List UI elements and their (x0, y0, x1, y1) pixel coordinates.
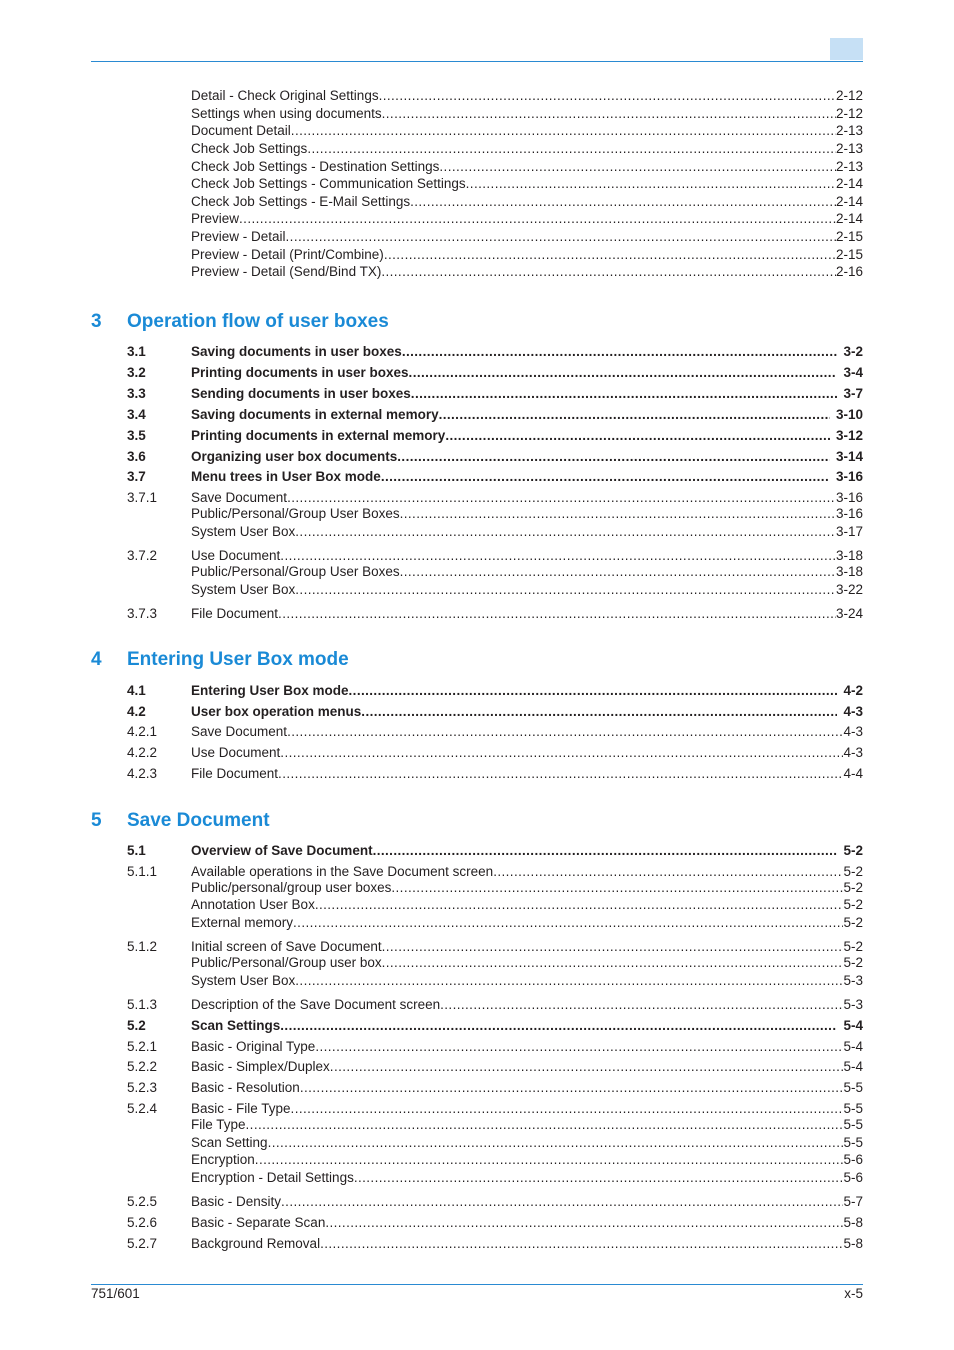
toc-title: Basic - Original Type (191, 1039, 316, 1054)
dot-leader (354, 1169, 844, 1186)
toc-title: Save Document (191, 490, 288, 505)
toc-number: 4.1 (127, 683, 146, 698)
toc-section[interactable] (127, 468, 863, 485)
toc-title: System User Box (191, 524, 296, 539)
toc-page: 3-14 (835, 449, 863, 464)
dot-leader (281, 1193, 843, 1210)
dot-leader (373, 842, 838, 859)
chapter-title: Operation flow of user boxes (127, 311, 389, 332)
dot-leader (330, 1058, 844, 1075)
toc-subentry[interactable] (127, 246, 863, 263)
toc-title: System User Box (191, 582, 296, 597)
toc-section[interactable] (127, 842, 863, 859)
toc-page: 2-15 (835, 229, 863, 244)
toc-title: Description of the Save Document screen (191, 997, 441, 1012)
toc-page: 5-2 (843, 955, 863, 970)
chapter-title: Save Document (127, 810, 270, 831)
toc-page: 5-4 (843, 1059, 863, 1074)
dot-leader (280, 1017, 837, 1034)
dot-leader (400, 505, 836, 522)
footer-page-number: x-5 (844, 1286, 863, 1301)
toc-page: 2-14 (835, 194, 863, 209)
toc-title: File Document (191, 766, 279, 781)
toc-title: Basic - Separate Scan (191, 1215, 326, 1230)
toc-subentry[interactable] (127, 1116, 863, 1133)
chapter-title: Entering User Box mode (127, 649, 349, 670)
toc-entry[interactable] (127, 765, 863, 782)
toc-subentry[interactable] (127, 879, 863, 896)
toc-section[interactable] (127, 682, 863, 699)
dot-leader (402, 343, 838, 360)
toc-number: 5.2.7 (127, 1236, 158, 1251)
toc-title: Entering User Box mode (191, 683, 349, 698)
toc-subentry[interactable] (127, 523, 863, 540)
chapter-number: 4 (91, 649, 102, 670)
toc-page: 4-3 (843, 724, 863, 739)
toc-number: 3.1 (127, 344, 146, 359)
toc-number: 3.5 (127, 428, 146, 443)
toc-entry[interactable] (127, 489, 863, 506)
dot-leader (382, 105, 836, 122)
toc-title: Annotation User Box (191, 897, 315, 912)
toc-title: Save Document (191, 724, 288, 739)
toc-title: Basic - Simplex/Duplex (191, 1059, 330, 1074)
toc-title: Check Job Settings - E-Mail Settings (191, 194, 411, 209)
toc-page: 5-6 (843, 1152, 863, 1167)
toc-title: Check Job Settings - Communication Settings (191, 176, 466, 191)
toc-page: 3-17 (835, 524, 863, 539)
toc-subentry[interactable] (127, 1134, 863, 1151)
toc-title: Printing documents in external memory (191, 428, 446, 443)
dot-leader (409, 364, 838, 381)
toc-title: Check Job Settings (191, 141, 308, 156)
toc-title: Basic - Density (191, 1194, 282, 1209)
toc-entry[interactable] (127, 1100, 863, 1117)
toc-title: Public/personal/group user boxes (191, 880, 392, 895)
toc-number: 4.2.3 (127, 766, 158, 781)
toc-page: 5-3 (843, 997, 863, 1012)
toc-page: 5-4 (843, 1018, 863, 1033)
toc-title: Preview - Detail (191, 229, 286, 244)
dot-leader (280, 744, 843, 761)
dot-leader (439, 406, 830, 423)
dot-leader (384, 246, 836, 263)
toc-number: 5.2.6 (127, 1215, 158, 1230)
toc-entry[interactable] (127, 547, 863, 564)
dot-leader (307, 140, 836, 157)
dot-leader (397, 448, 830, 465)
toc-page: 3-7 (843, 386, 863, 401)
toc-subentry[interactable] (127, 954, 863, 971)
toc-page: 5-2 (843, 939, 863, 954)
dot-leader (300, 1079, 844, 1096)
toc-title: Scan Setting (191, 1135, 268, 1150)
toc-title: Use Document (191, 548, 281, 563)
toc-subentry[interactable] (127, 122, 863, 139)
toc-title: Basic - Resolution (191, 1080, 300, 1095)
toc-page: 5-2 (843, 915, 863, 930)
dot-leader (287, 489, 836, 506)
toc-number: 5.2 (127, 1018, 146, 1033)
toc-section[interactable] (127, 343, 863, 360)
toc-entry[interactable] (127, 723, 863, 740)
toc-entry[interactable] (127, 744, 863, 761)
toc-page: 3-2 (843, 344, 863, 359)
toc-title: Public/Personal/Group User Boxes (191, 506, 400, 521)
toc-title: File Type (191, 1117, 246, 1132)
toc-page: 5-4 (843, 1039, 863, 1054)
toc-page: 3-16 (835, 506, 863, 521)
toc-number: 4.2.1 (127, 724, 158, 739)
dot-leader (286, 228, 836, 245)
dot-leader (381, 468, 830, 485)
toc-subentry[interactable] (127, 581, 863, 598)
chapter-heading[interactable] (91, 810, 863, 832)
dot-leader (291, 1100, 844, 1117)
toc-number: 5.2.3 (127, 1080, 158, 1095)
toc-page: 3-4 (843, 365, 863, 380)
dot-leader (493, 863, 843, 880)
toc-title: Available operations in the Save Document screen (191, 864, 494, 879)
toc-title: Check Job Settings - Destination Settings (191, 159, 440, 174)
dot-leader (410, 193, 836, 210)
toc-page: 5-2 (843, 843, 863, 858)
toc-section[interactable] (127, 1017, 863, 1034)
toc-number: 5.2.2 (127, 1059, 158, 1074)
dot-leader (381, 263, 836, 280)
chapter-heading[interactable] (91, 311, 863, 333)
toc-title: Use Document (191, 745, 281, 760)
toc-title: File Document (191, 606, 279, 621)
dot-leader (440, 996, 843, 1013)
toc-number: 3.4 (127, 407, 146, 422)
dot-leader (315, 896, 844, 913)
toc-number: 5.2.1 (127, 1039, 158, 1054)
toc-page: 3-18 (835, 548, 863, 563)
dot-leader (278, 605, 836, 622)
toc-number: 3.2 (127, 365, 146, 380)
toc-page: 4-4 (843, 766, 863, 781)
toc-title: Scan Settings (191, 1018, 281, 1033)
dot-leader (445, 427, 830, 444)
toc-title: Initial screen of Save Document (191, 939, 382, 954)
toc-number: 3.7.1 (127, 490, 158, 505)
toc-entry[interactable] (127, 938, 863, 955)
dot-leader (239, 210, 836, 227)
toc-page: 5-5 (843, 1135, 863, 1150)
toc-page: 3-24 (835, 606, 863, 621)
dot-leader (295, 581, 836, 598)
toc-page: 5-2 (843, 897, 863, 912)
toc-page: 2-16 (835, 264, 863, 279)
toc-page: 2-12 (835, 88, 863, 103)
toc-title: Overview of Save Document (191, 843, 373, 858)
footer-model: 751/601 (91, 1286, 140, 1301)
toc-title: Settings when using documents (191, 106, 382, 121)
dot-leader (293, 914, 843, 931)
toc-entry[interactable] (127, 1193, 863, 1210)
toc-title: Menu trees in User Box mode (191, 469, 381, 484)
toc-title: Public/Personal/Group User Boxes (191, 564, 400, 579)
toc-subentry[interactable] (127, 105, 863, 122)
toc-title: External memory (191, 915, 294, 930)
dot-leader (382, 954, 844, 971)
toc-section[interactable] (127, 703, 863, 720)
toc-entry[interactable] (127, 996, 863, 1013)
toc-page: 2-14 (835, 211, 863, 226)
toc-title: Preview (191, 211, 240, 226)
toc-number: 3.7.3 (127, 606, 158, 621)
toc-title: Saving documents in external memory (191, 407, 439, 422)
toc-title: Saving documents in user boxes (191, 344, 402, 359)
toc-subentry[interactable] (127, 263, 863, 280)
toc-title: Encryption - Detail Settings (191, 1170, 354, 1185)
toc-section[interactable] (127, 406, 863, 423)
toc-page: 3-18 (835, 564, 863, 579)
dot-leader (400, 563, 836, 580)
dot-leader (466, 175, 836, 192)
dot-leader (361, 703, 837, 720)
toc-number: 3.6 (127, 449, 146, 464)
toc-subentry[interactable] (127, 175, 863, 192)
toc-page: 2-15 (835, 247, 863, 262)
toc-number: 5.1 (127, 843, 146, 858)
toc-subentry[interactable] (127, 87, 863, 104)
footer-rule (91, 1284, 863, 1285)
toc-title: Preview - Detail (Print/Combine) (191, 247, 384, 262)
toc-page: 5-5 (843, 1117, 863, 1132)
toc-number: 3.7 (127, 469, 146, 484)
toc-subentry[interactable] (127, 193, 863, 210)
toc-entry[interactable] (127, 1038, 863, 1055)
dot-leader (439, 158, 836, 175)
dot-leader (295, 972, 843, 989)
toc-page: 3-10 (835, 407, 863, 422)
toc-subentry[interactable] (127, 505, 863, 522)
toc-page: 2-14 (835, 176, 863, 191)
chapter-number: 5 (91, 810, 102, 831)
toc-page: 4-3 (843, 704, 863, 719)
toc-page: 2-13 (835, 141, 863, 156)
toc-page: 2-12 (835, 106, 863, 121)
toc-subentry[interactable] (127, 210, 863, 227)
toc-section[interactable] (127, 385, 863, 402)
toc-page: 3-22 (835, 582, 863, 597)
toc-page: 5-5 (843, 1101, 863, 1116)
toc-subentry[interactable] (127, 1151, 863, 1168)
toc-entry[interactable] (127, 863, 863, 880)
toc-title: User box operation menus (191, 704, 362, 719)
toc-title: Organizing user box documents (191, 449, 398, 464)
toc-subentry[interactable] (127, 563, 863, 580)
dot-leader (295, 523, 836, 540)
toc-page: 4-2 (843, 683, 863, 698)
toc-entry[interactable] (127, 1235, 863, 1252)
toc-title: Preview - Detail (Send/Bind TX) (191, 264, 382, 279)
toc-subentry[interactable] (127, 972, 863, 989)
toc-page: 5-6 (843, 1170, 863, 1185)
toc-subentry[interactable] (127, 140, 863, 157)
toc-title: Basic - File Type (191, 1101, 291, 1116)
toc-page: 3-12 (835, 428, 863, 443)
toc-title: System User Box (191, 973, 296, 988)
toc-page: 5-8 (843, 1215, 863, 1230)
toc-title: Public/Personal/Group user box (191, 955, 382, 970)
toc-section[interactable] (127, 364, 863, 381)
dot-leader (382, 938, 844, 955)
dot-leader (280, 547, 836, 564)
toc-number: 5.2.4 (127, 1101, 158, 1116)
toc-title: Background Removal (191, 1236, 321, 1251)
chapter-heading[interactable] (91, 649, 863, 671)
toc-entry[interactable] (127, 1214, 863, 1231)
toc-entry[interactable] (127, 1079, 863, 1096)
toc-section[interactable] (127, 448, 863, 465)
toc-page: 5-5 (843, 1080, 863, 1095)
toc-number: 4.2 (127, 704, 146, 719)
toc-page: 5-2 (843, 864, 863, 879)
toc-title: Encryption (191, 1152, 255, 1167)
toc-page: 3-16 (835, 490, 863, 505)
dot-leader (391, 879, 843, 896)
toc-title: Detail - Check Original Settings (191, 88, 379, 103)
dot-leader (278, 765, 843, 782)
chapter-number: 3 (91, 311, 102, 332)
toc-section[interactable] (127, 427, 863, 444)
dot-leader (255, 1151, 844, 1168)
toc-title: Document Detail (191, 123, 291, 138)
dot-leader (246, 1116, 844, 1133)
dot-leader (411, 385, 838, 402)
toc-entry[interactable] (127, 605, 863, 622)
dot-leader (268, 1134, 844, 1151)
toc-subentry[interactable] (127, 1169, 863, 1186)
toc-number: 5.1.2 (127, 939, 158, 954)
dot-leader (349, 682, 838, 699)
toc-page: 3-16 (835, 469, 863, 484)
toc-subentry[interactable] (127, 228, 863, 245)
toc-title: Printing documents in user boxes (191, 365, 409, 380)
toc-subentry[interactable] (127, 158, 863, 175)
toc-page: 5-8 (843, 1236, 863, 1251)
toc-page: 5-3 (843, 973, 863, 988)
dot-leader (379, 87, 836, 104)
dot-leader (325, 1214, 843, 1231)
toc-number: 5.1.3 (127, 997, 158, 1012)
toc-number: 5.1.1 (127, 864, 158, 879)
toc-number: 5.2.5 (127, 1194, 158, 1209)
toc-subentry[interactable] (127, 914, 863, 931)
dot-leader (287, 723, 843, 740)
toc-page: 5-7 (843, 1194, 863, 1209)
toc-title: Sending documents in user boxes (191, 386, 411, 401)
toc-page: 2-13 (835, 123, 863, 138)
toc-number: 3.7.2 (127, 548, 158, 563)
dot-leader (315, 1038, 843, 1055)
dot-leader (320, 1235, 843, 1252)
toc-number: 3.3 (127, 386, 146, 401)
toc-page: 4-3 (843, 745, 863, 760)
dot-leader (291, 122, 836, 139)
toc-number: 4.2.2 (127, 745, 158, 760)
toc-entry[interactable] (127, 1058, 863, 1075)
toc-subentry[interactable] (127, 896, 863, 913)
toc-page: 2-13 (835, 159, 863, 174)
toc-page: 5-2 (843, 880, 863, 895)
